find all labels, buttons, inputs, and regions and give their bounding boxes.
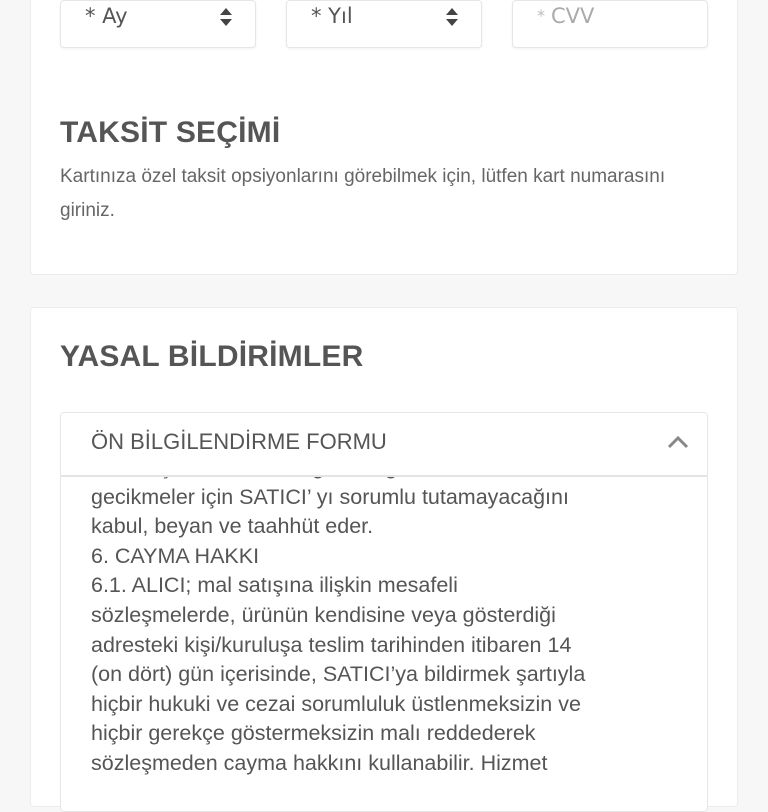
pre-information-form-accordion [60,412,708,812]
content-line: hiçbir hukuki ve cezai sorumluluk üstlenmeksizin ve [91,691,581,716]
content-line: hiçbir gerekçe göstermeksizin malı reddederek [91,721,536,746]
content-line: 6. CAYMA HAKKI [91,543,260,568]
expiry-month-label: * Ay [85,4,128,28]
expiry-year-select[interactable] [286,0,482,48]
chevron-up-icon[interactable] [667,435,689,449]
expiry-month-select[interactable] [60,0,256,48]
content-line: gecikmeler için SATICI’ yı sorumlu tutamayacağını [91,484,569,509]
accordion-title: ÖN BİLGİLENDİRME FORMU [91,429,387,454]
legal-notices-title: YASAL BİLDİRİMLER [60,340,364,373]
content-line: kabul, beyan ve taahhüt eder. [91,514,374,539]
sort-arrows-icon [219,7,233,27]
cvv-input[interactable] [512,0,708,48]
content-line: sözleşmelerde, ürünün kendisine veya gösterdiği [91,602,556,627]
accordion-content[interactable] [61,453,707,811]
cvv-placeholder: * CVV [537,4,595,28]
sort-arrows-icon [445,7,459,27]
installment-title: TAKSİT SEÇİMİ [60,116,281,149]
content-line: (on dört) gün içerisinde, SATICI’ya bildirmek şartıyla [91,662,586,687]
expiry-year-label: * Yıl [311,4,353,28]
accordion-header[interactable] [61,413,707,477]
content-line: 6.1. ALICI; mal satışına ilişkin mesafeli [91,573,458,598]
content-line: adresteki kişi/kuruluşa teslim tarihinden itibaren 14 [91,632,572,657]
content-line: sözleşmeden cayma hakkını kullanabilir. Hizmet [91,750,548,775]
installment-description: Kartınıza özel taksit opsiyonlarını görebilmek için, lütfen kart numarasını giriniz. [60,166,666,221]
